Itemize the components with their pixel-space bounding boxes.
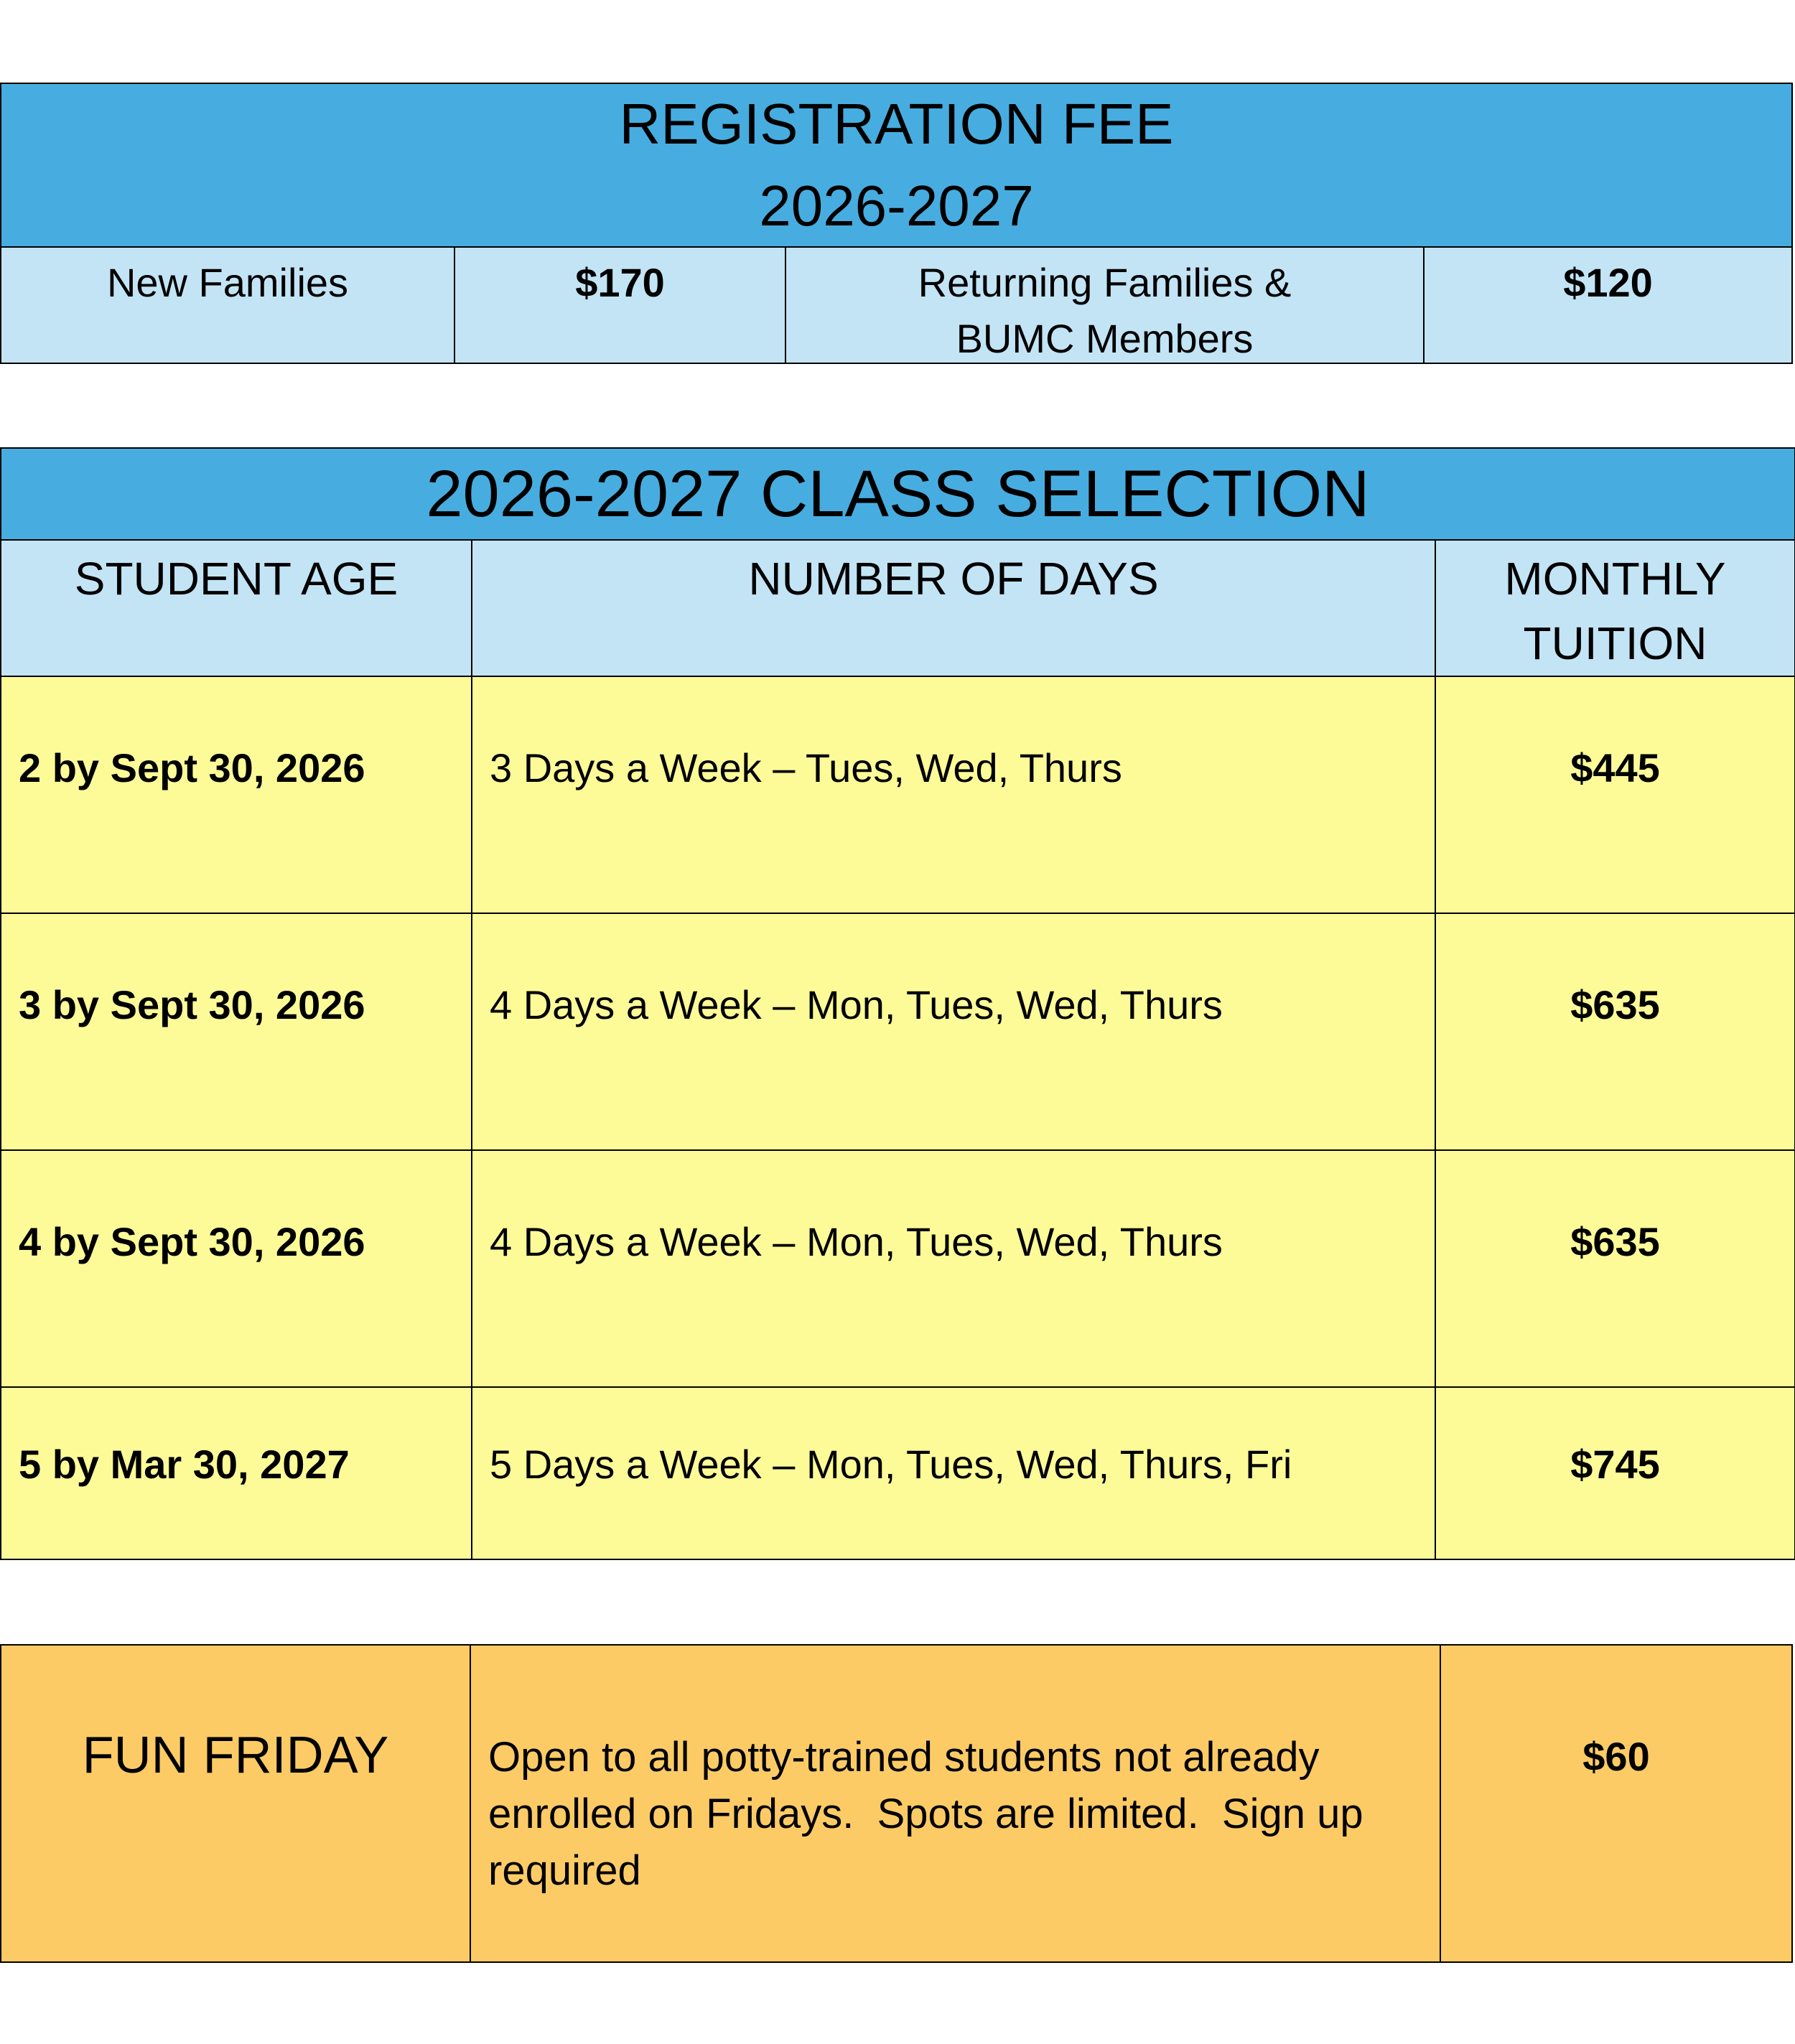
class-selection-column-headers [1,541,1794,677]
registration-fee-title: REGISTRATION FEE [619,92,1174,156]
student-age-cell: 5 by Mar 30, 2027 [1,1388,472,1559]
student-age-cell: 3 by Sept 30, 2026 [1,914,472,1149]
registration-fee-header [1,84,1791,248]
number-of-days-cell: 4 Days a Week – Mon, Tues, Wed, Thurs [472,1151,1436,1386]
monthly-tuition-cell: $445 [1570,745,1660,790]
fun-friday-description-line2: enrolled on Fridays. Spots are limited. Sign up [488,1791,1363,1837]
returning-families-label-line1: Returning Families & [918,260,1292,305]
registration-fee-row [1,248,1791,363]
returning-families-label-line2: BUMC Members [956,316,1254,361]
fun-friday-description [471,1646,1441,1961]
class-selection-title: 2026-2027 CLASS SELECTION [426,457,1370,531]
returning-families-price: $120 [1563,260,1653,305]
fun-friday-description-line1: Open to all potty-trained students not already [488,1734,1320,1781]
student-age-cell: 2 by Sept 30, 2026 [1,677,472,913]
monthly-tuition-cell: $635 [1570,1219,1660,1264]
class-selection-header [1,449,1794,541]
fun-friday-price: $60 [1582,1734,1650,1779]
column-header-student-age: STUDENT AGE [1,541,472,676]
fun-friday-description-line3: required [488,1847,641,1894]
monthly-tuition-cell: $745 [1570,1442,1660,1487]
class-selection-table [0,447,1795,1560]
column-header-monthly-tuition [1436,541,1794,676]
fun-friday-title: FUN FRIDAY [1,1646,471,1961]
new-families-price: $170 [455,248,786,363]
new-families-label: New Families [1,248,455,363]
table-row [1,1151,1794,1388]
number-of-days-cell: 3 Days a Week – Tues, Wed, Thurs [472,677,1436,913]
fun-friday-row [1,1646,1791,1961]
column-header-monthly-tuition-line2: TUITION [1523,617,1707,669]
table-row [1,1388,1794,1559]
number-of-days-cell: 5 Days a Week – Mon, Tues, Wed, Thurs, Fri [472,1388,1436,1559]
returning-families-label [786,248,1425,363]
number-of-days-cell: 4 Days a Week – Mon, Tues, Wed, Thurs [472,914,1436,1149]
table-row [1,677,1794,914]
fun-friday-table [0,1644,1793,1963]
registration-fee-table [0,83,1793,364]
column-header-number-of-days: NUMBER OF DAYS [472,541,1436,676]
registration-fee-year: 2026-2027 [759,174,1034,238]
student-age-cell: 4 by Sept 30, 2026 [1,1151,472,1386]
monthly-tuition-cell: $635 [1570,982,1660,1027]
table-row [1,914,1794,1151]
column-header-monthly-tuition-line1: MONTHLY [1504,553,1726,605]
